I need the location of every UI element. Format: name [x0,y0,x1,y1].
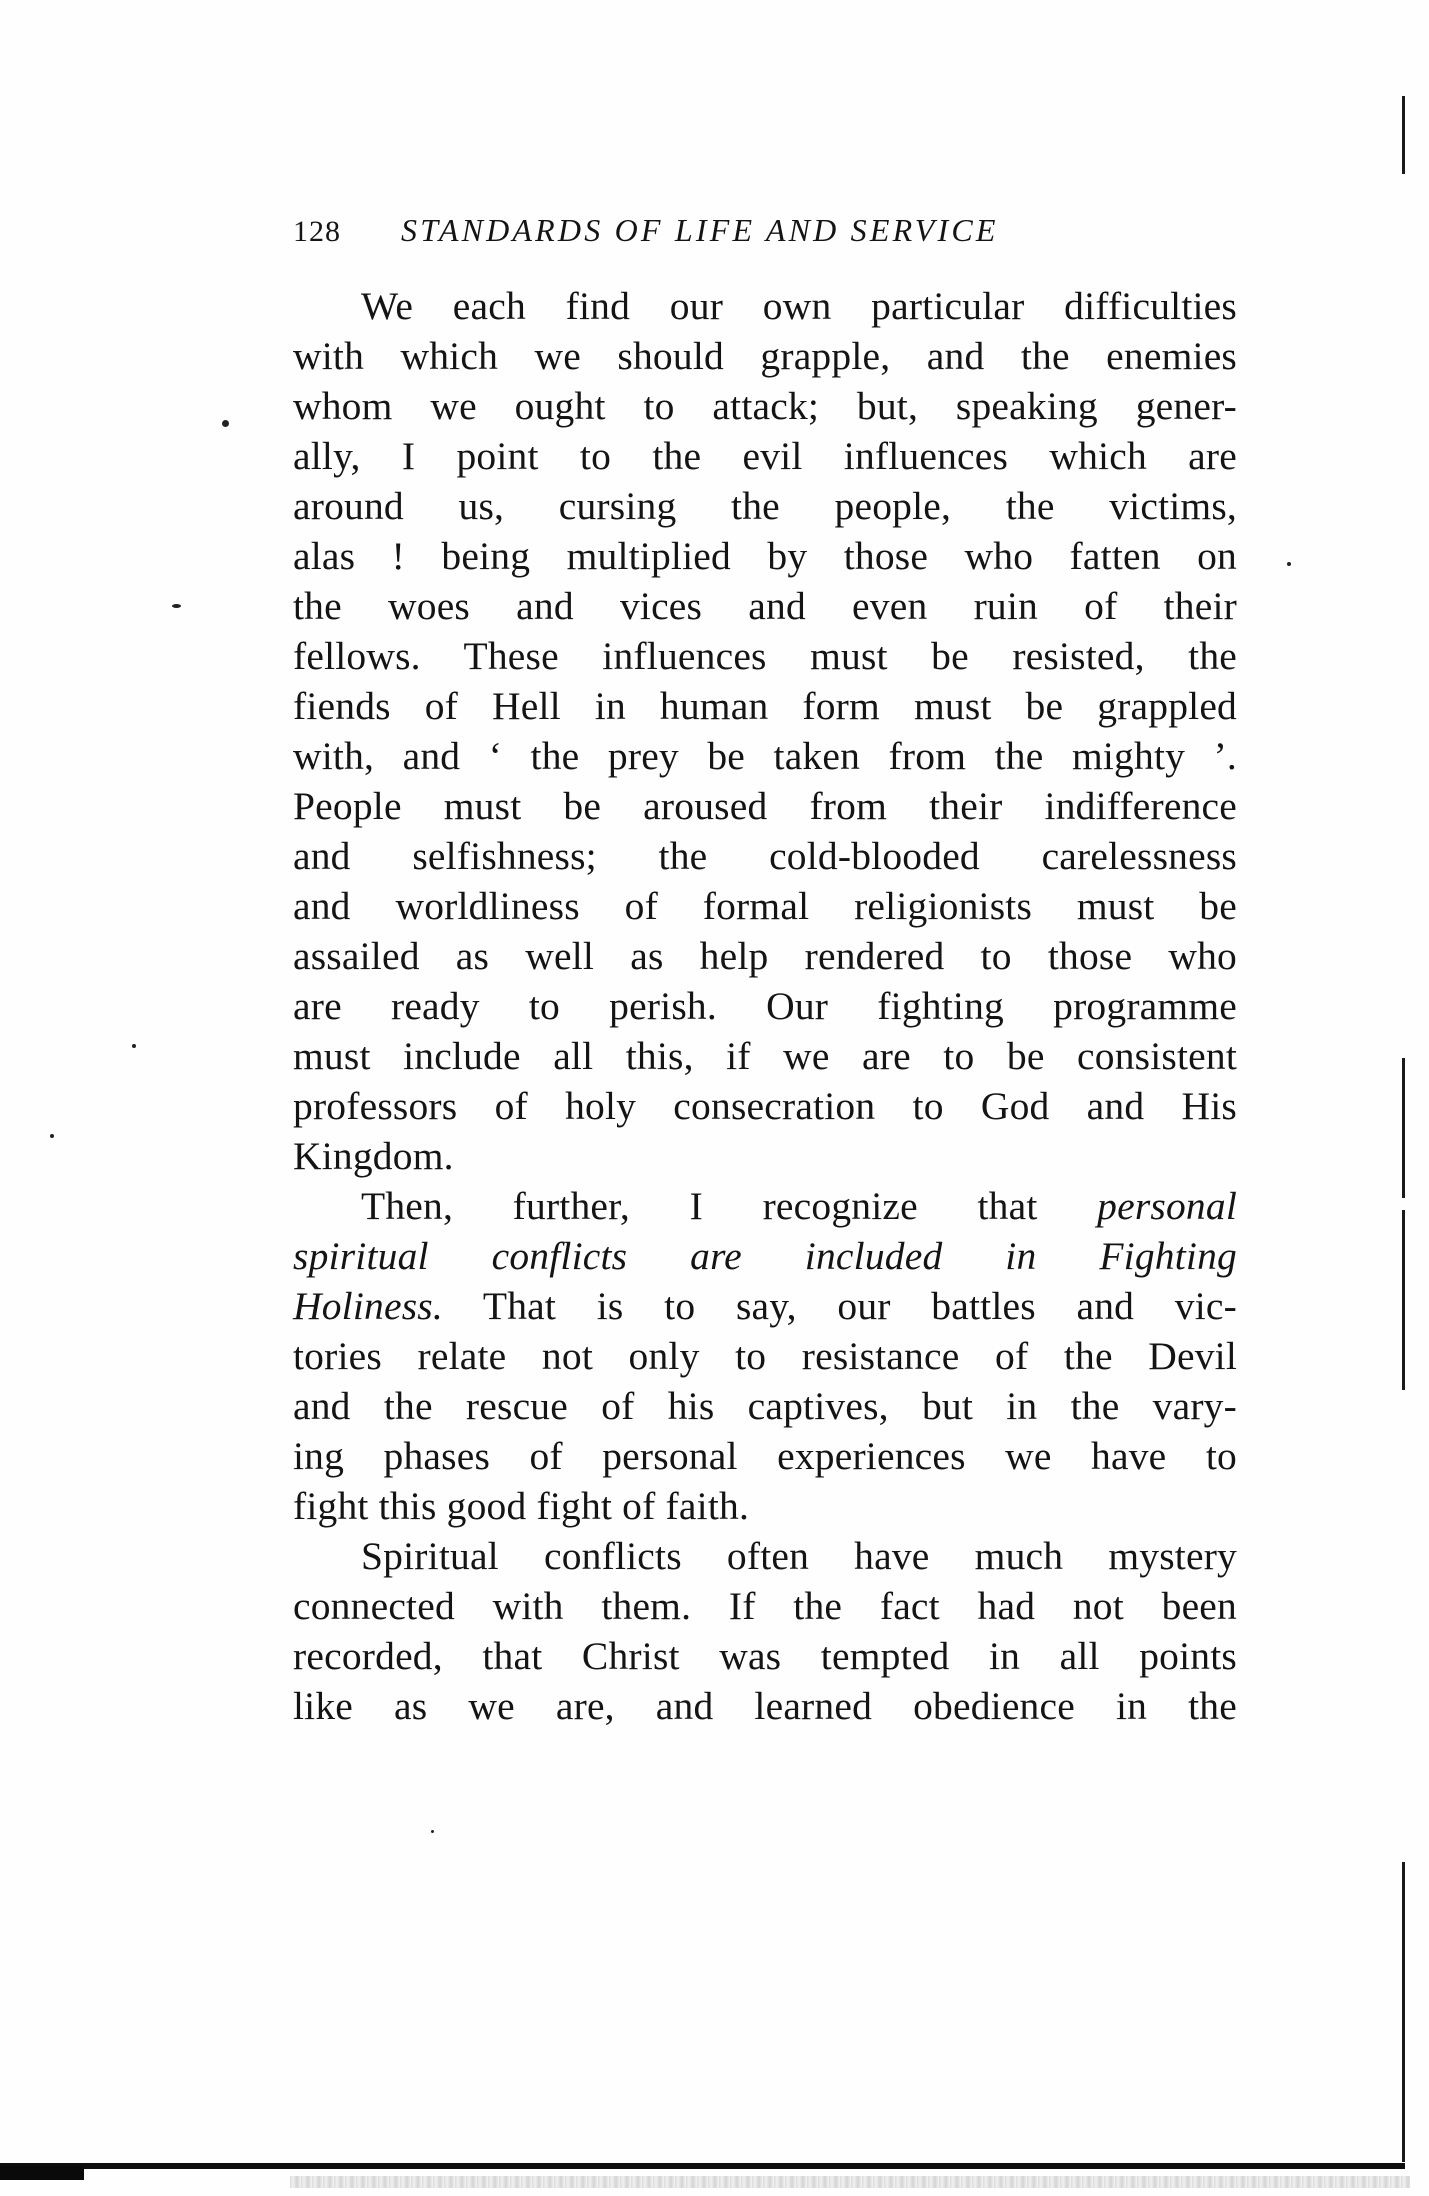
text-line: People must be aroused from their indifference [293,784,1237,828]
text-line: must include all this, if we are to be consistent [293,1034,1237,1078]
text-line: and worldliness of formal religionists must be [293,884,1237,928]
text-line: the woes and vices and even ruin of their [293,584,1237,628]
text-line: connected with them. If the fact had not been [293,1584,1237,1628]
text-line: whom we ought to attack; but, speaking gener- [293,384,1237,428]
scan-speck [132,1044,136,1048]
paragraph-3 [293,1531,1237,1731]
text-line: ing phases of personal experiences we have to [293,1434,1237,1478]
emphasis-line: spiritual conflicts are included in Fighting [293,1234,1237,1278]
text-line: alas ! being multiplied by those who fatten on [293,534,1237,578]
scan-speck [222,420,229,427]
running-title: STANDARDS OF LIFE AND SERVICE [401,212,999,248]
scan-rule [0,2163,1405,2169]
text-line: recorded, that Christ was tempted in all points [293,1634,1237,1678]
text-line: professors of holy consecration to God and His [293,1084,1237,1128]
text-line: are ready to perish. Our fighting programme [293,984,1237,1028]
text-line: with which we should grapple, and the enemies [293,334,1237,378]
text-run: Then, further, I recognize that [361,1184,1098,1228]
text-line: fight this good fight of faith. [293,1484,750,1528]
paragraph-2 [293,1181,1237,1531]
text-line: and the rescue of his captives, but in the vary- [293,1384,1237,1428]
scan-rule-thick [0,2166,84,2180]
text-line: fiends of Hell in human form must be grappled [293,684,1237,728]
running-head [293,208,1233,252]
scan-edge-mark [1402,96,1405,174]
text-line: with, and ‘ the prey be taken from the mighty ’. [293,734,1237,778]
text-line: around us, cursing the people, the victims, [293,484,1237,528]
scan-shadow [290,2176,1410,2188]
text-line: assailed as well as help rendered to those who [293,934,1237,978]
text-run: That is to say, our battles and vic- [442,1284,1237,1328]
scan-edge-mark [1402,1210,1405,1390]
body-text [293,281,1237,1731]
scan-speck [172,604,181,608]
text-line: like as we are, and learned obedience in the [293,1684,1237,1728]
text-line: and selfishness; the cold-blooded carelessness [293,834,1237,878]
scan-speck [50,1134,54,1138]
scan-speck [1287,562,1291,566]
text-line: fellows. These influences must be resisted, the [293,634,1237,678]
text-line [293,1281,1237,1331]
text-line: Kingdom. [293,1134,454,1178]
text-line: tories relate not only to resistance of the Devil [293,1334,1237,1378]
emphasis-run: personal [1097,1184,1237,1228]
text-line: Spiritual conflicts often have much mystery [361,1534,1237,1578]
text-line [293,1181,1237,1231]
emphasis-run: Holiness. [293,1284,443,1328]
paragraph-1 [293,281,1237,1181]
scan-edge-mark [1402,1862,1405,2162]
page-number: 128 [293,215,341,248]
text-line: ally, I point to the evil influences which are [293,434,1237,478]
scan-speck [431,1830,434,1833]
scan-edge-mark [1402,1058,1405,1198]
text-line: We each find our own particular difficulties [361,284,1237,328]
